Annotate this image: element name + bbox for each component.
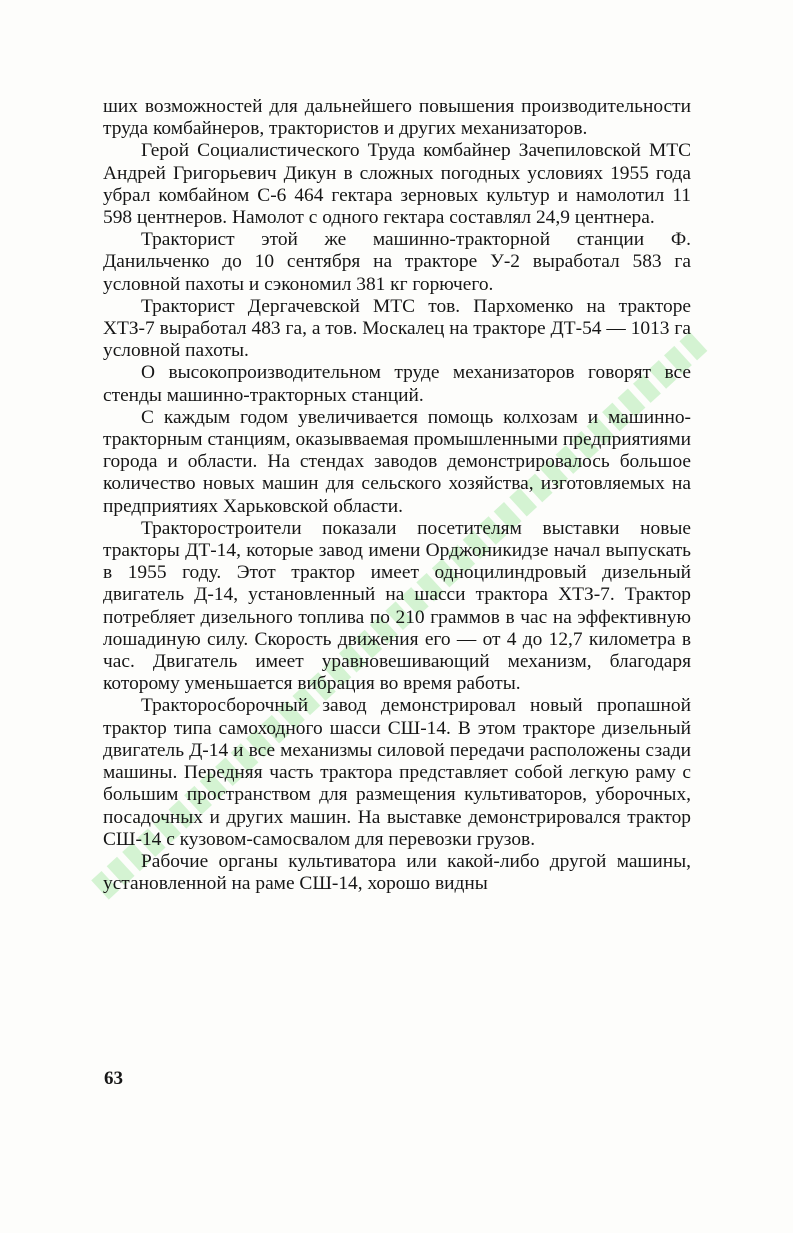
paragraph-6: С каждым годом увеличивается помощь колхозам и машинно-тракторным станциям, оказывваемая промышленными предприятиями города и области. На стендах заводов демонстрировалось большое количество новых машин для сельского хозяйства, изготовляемых на предприятиях Харьковской области. [103, 406, 691, 517]
paragraph-3: Тракторист этой же машинно-тракторной станции Ф. Данильченко до 10 сентября на тракторе У-2 выработал 583 га условной пахоты и сэкономил 381 кг горючего. [103, 229, 691, 295]
paragraph-1: ших возможностей для дальнейшего повышения производительности труда комбайнеров, трактористов и других механизаторов. [103, 96, 691, 140]
page-number: 63 [104, 1068, 123, 1089]
paragraph-9: Рабочие органы культиватора или какой-либо другой машины, установленной на раме СШ-14, хорошо видны [103, 850, 691, 895]
paragraph-4: Тракторист Дергачевской МТС тов. Пархоменко на тракторе ХТЗ-7 выработал 483 га, а тов. Москалец на тракторе ДТ-54 — 1013 га условной пахоты. [103, 295, 691, 362]
paragraph-5: О высокопроизводительном труде механизаторов говорят все стенды машинно-тракторных станций. [103, 362, 691, 406]
paragraph-7: Тракторостроители показали посетителям выставки новые тракторы ДТ-14, которые завод имени Орджоникидзе начал выпускать в 1955 году. Этот трактор имеет одноцилиндровый дизельный двигатель Д-14, установленный на шасси трактора ХТЗ-7. Трактор потребляет дизельного топлива по 210 граммов в час на эффективную лошадиную силу. Скорость движения его — от 4 до 12,7 километра в час. Двигатель имеет уравновешивающий механизм, благодаря которому уменьшается вибрация во время работы. [103, 517, 691, 695]
body-text [103, 96, 691, 895]
paragraph-8: Тракторосборочный завод демонстрировал новый пропашной трактор типа самоходного шасси СШ-14. В этом тракторе дизельный двигатель Д-14 и все механизмы силовой передачи расположены сзади машины. Передняя часть трактора представляет собой легкую раму с большим пространством для размещения культиваторов, уборочных, посадочных и других машин. На выставке демонстрировался трактор СШ-14 с кузовом-самосвалом для перевозки грузов. [103, 695, 691, 850]
paragraph-2: Герой Социалистического Труда комбайнер Зачепиловской МТС Андрей Григорьевич Дикун в сложных погодных условиях 1955 года убрал комбайном С-6 464 гектара зерновых культур и намолотил 11 598 центнеров. Намолот с одного гектара составлял 24,9 центнера. [103, 140, 691, 229]
